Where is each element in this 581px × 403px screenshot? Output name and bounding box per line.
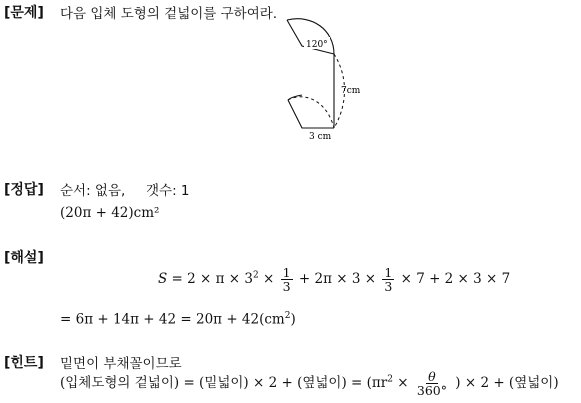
line2-exp: 2 xyxy=(284,311,291,321)
eq-frac2-num: 1 xyxy=(384,265,393,280)
hint-line2-exp: 2 xyxy=(387,374,393,385)
eq-frac2-den: 3 xyxy=(384,279,393,295)
answer-order: 순서: 없음, xyxy=(60,183,126,199)
problem-label: [문제] xyxy=(4,5,44,21)
hint-line2-b: × xyxy=(397,375,409,392)
eq-frac1 xyxy=(281,266,293,293)
answer-value: (20π + 42)cm² xyxy=(60,205,160,221)
bottom-sector-edges xyxy=(288,100,334,128)
hint-line2-c: ) × 2 + (옆넓이) xyxy=(455,375,559,392)
eq-exp: 2 xyxy=(253,270,259,281)
answer-count: 갯수: 1 xyxy=(146,183,190,199)
explanation-label: [해설] xyxy=(4,250,44,266)
angle-label: 120° xyxy=(306,40,328,50)
problem-text: 다음 입체 도형의 겉넓이를 구하여라. xyxy=(60,6,278,22)
hint-frac-num: θ xyxy=(428,369,436,384)
eq-frac1-den: 3 xyxy=(282,279,291,295)
hint-line2 xyxy=(60,370,559,397)
line2-a: = 6π + 14π + 42 = 20π + 42(cm xyxy=(60,311,285,328)
eq-part4: × 7 + 2 × 3 × 7 xyxy=(400,271,511,288)
sector-prism-figure xyxy=(282,16,382,140)
eq-part2: × xyxy=(263,271,275,288)
hint-frac xyxy=(415,370,449,397)
answer-label: [정답] xyxy=(4,182,44,198)
line2-b: ) xyxy=(290,311,296,328)
eq-part1: = 2 × π × 3 xyxy=(171,271,253,288)
radius-label: 3 cm xyxy=(309,132,332,140)
eq-frac1-num: 1 xyxy=(282,265,291,280)
explanation-line2 xyxy=(60,311,296,328)
eq-frac2 xyxy=(382,266,394,293)
hint-line2-a: (입체도형의 겉넓이) = (밑넓이) × 2 + (옆넓이) = (πr xyxy=(60,375,388,392)
explanation-equation xyxy=(158,266,510,293)
hint-label: [힌트] xyxy=(4,355,44,371)
hint-line1: 밑면이 부채꼴이므로 xyxy=(60,356,182,372)
height-label: 7cm xyxy=(341,86,361,96)
hint-frac-den: 360° xyxy=(416,383,447,399)
eq-part3: + 2π × 3 × xyxy=(298,271,377,288)
eq-lhs: S xyxy=(158,271,168,288)
bottom-sector-arc xyxy=(288,97,334,128)
